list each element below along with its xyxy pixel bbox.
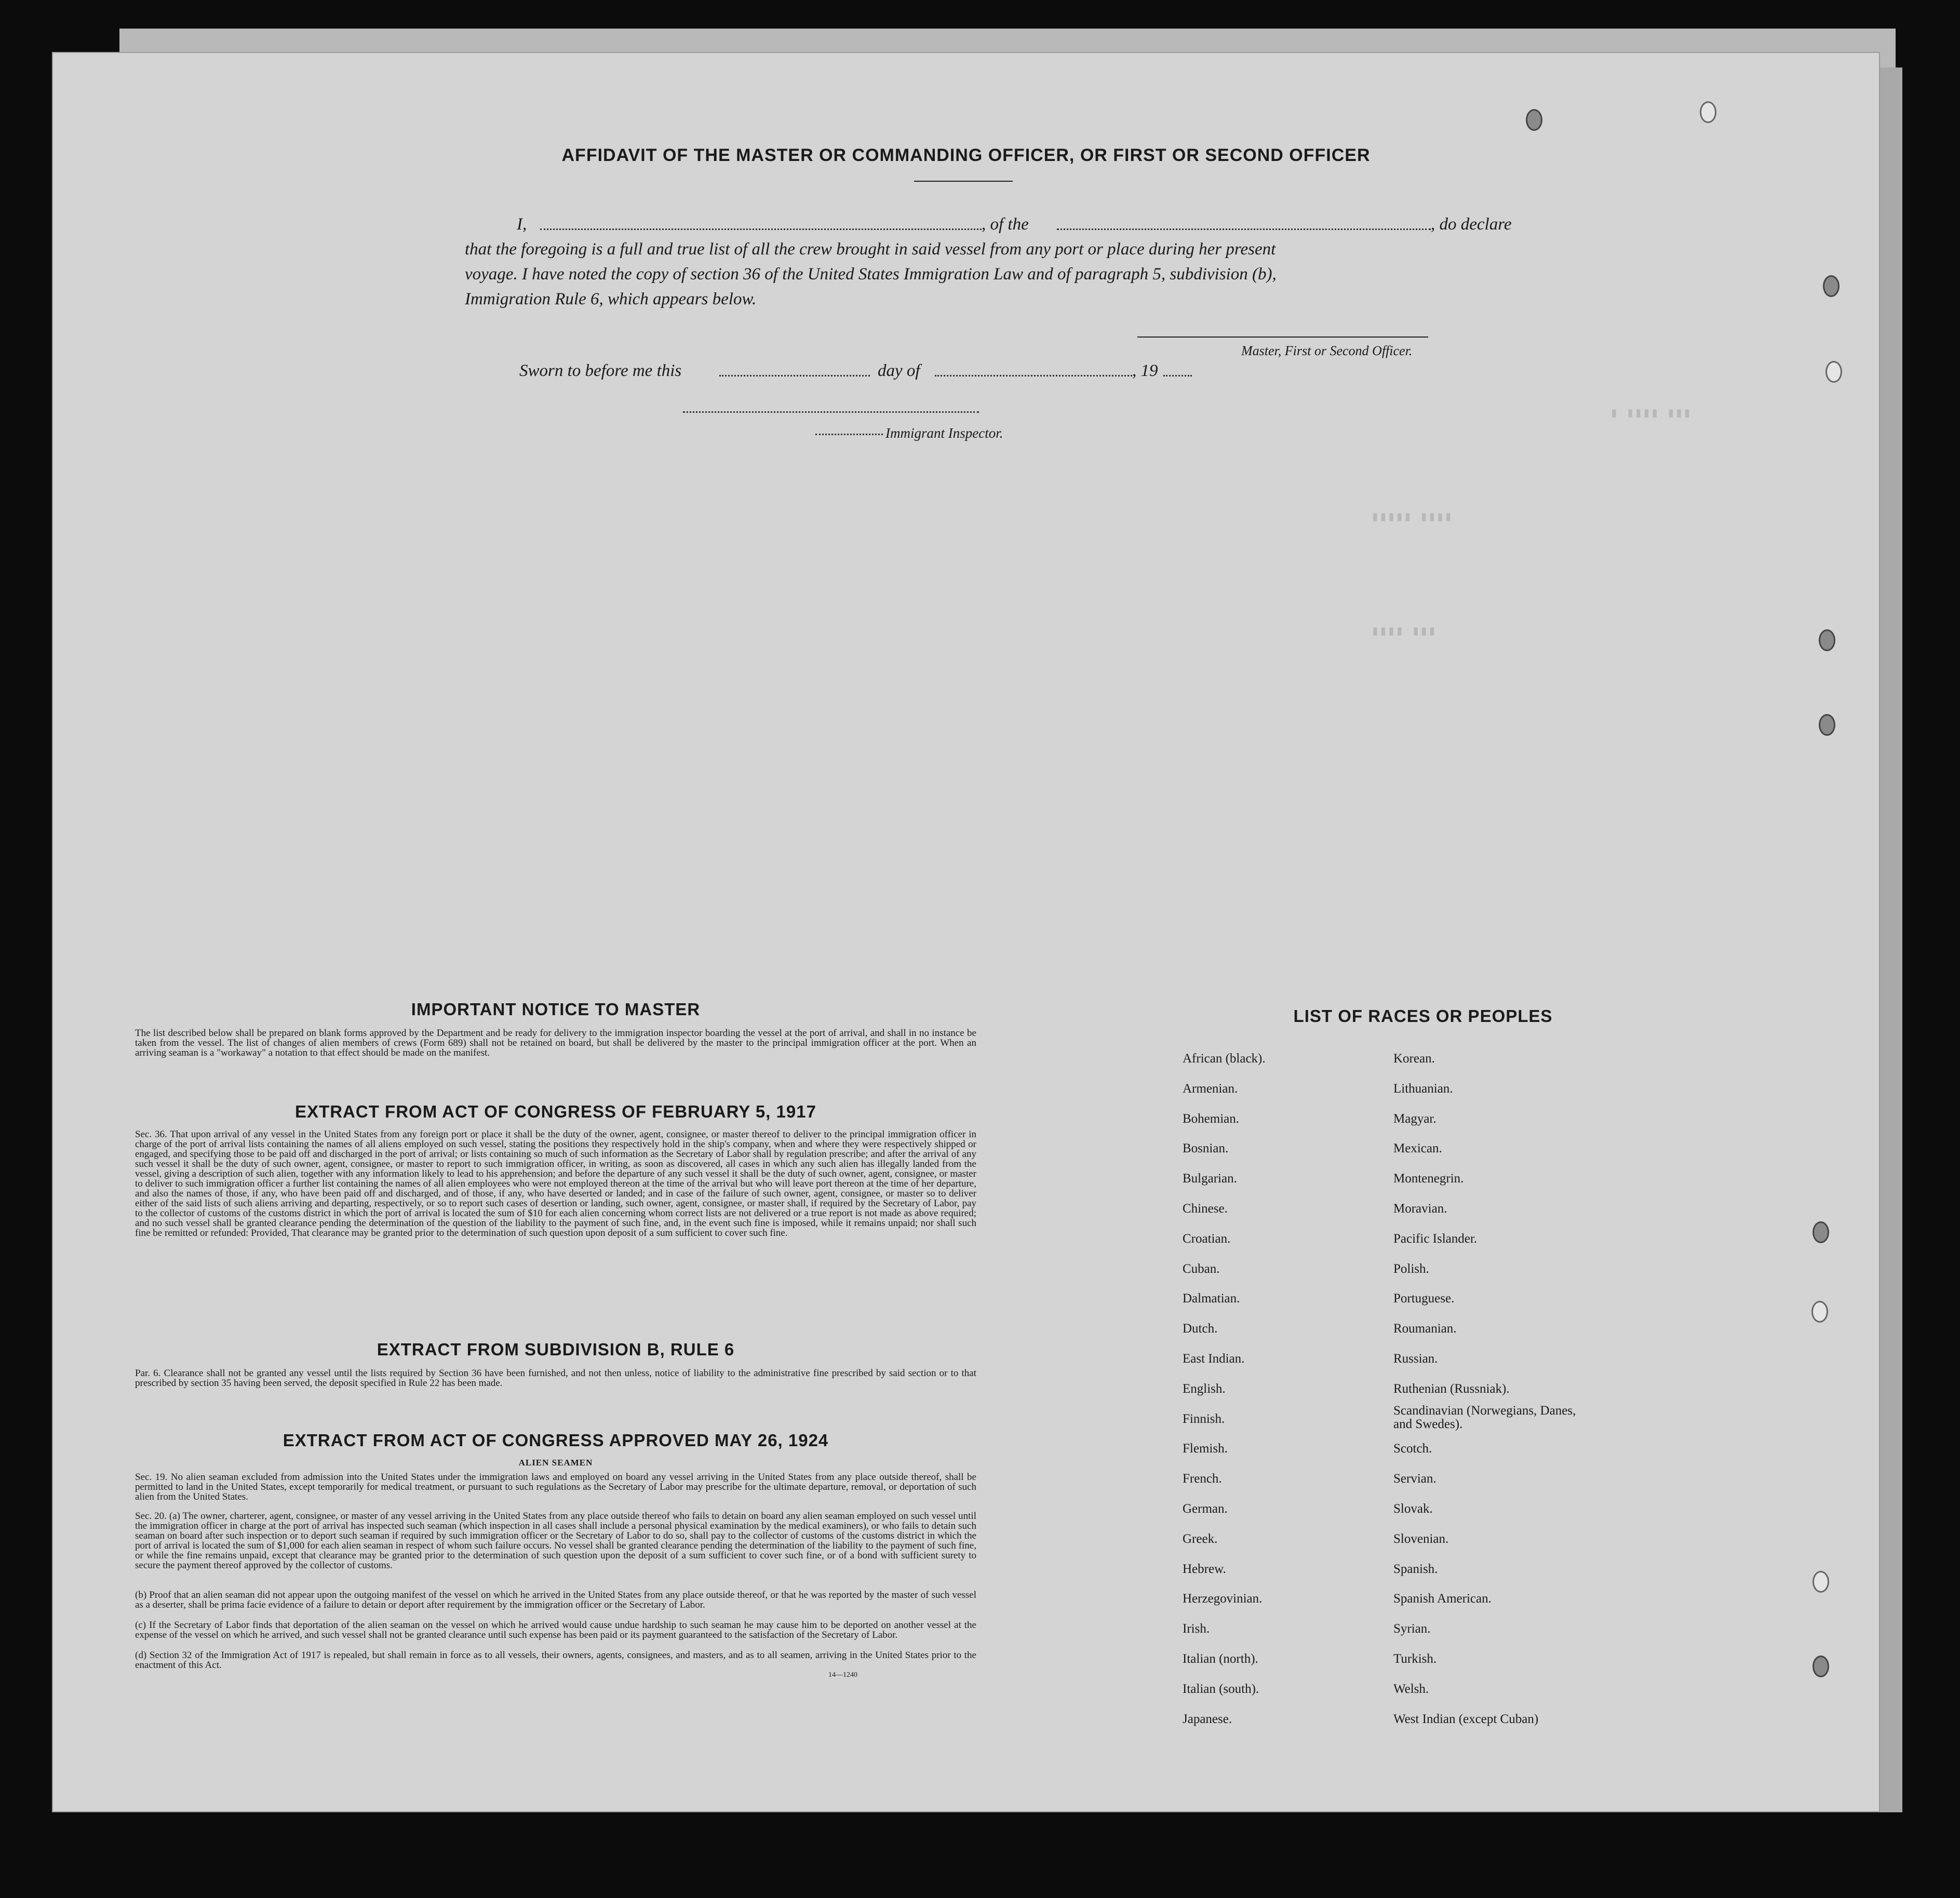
race-item: Montenegrin. (1393, 1172, 1464, 1186)
bleed-through-marks: ▮▮▮▮ ▮▮▮ (1371, 624, 1437, 639)
affidavit-of-the: , of the (982, 215, 1029, 234)
extract-1917-body: Sec. 36. That upon arrival of any vessel in the United States from any foreign port or place it shall be the duty of the owner, agent, consignee, or master thereof to deliver to the principal immigration officer in charge of the port of arrival lists containing the names of all aliens employed on such vessel, stating the positions they respectively hold in the ship's company, when and where they were respectively shipped or engaged, and specifying those to be paid off and discharged in the port of arrival; or lists containing so much of such information as the Secretary of Labor shall by regulation prescribe; and after the arrival of any such vessel it shall be the duty of such owner, agent, consignee, or master to report to such immigration officer, in writing, as soon as discovered, all cases in which any such alien has illegally landed from the vessel, giving a description of such alien, together with any information likely to lead to his apprehension; and before the departure of any such vessel it shall be the duty of such owner, agent, consignee, or master to deliver to such immigration officer a further list containing the names of all alien employees who were not employed thereon at the time of the arrival but who will leave port thereon at the time of her departure, and also the names of those, if any, who have been paid off and discharged, and of those, if any, who have deserted or landed; and in case of the failure of such owner, agent, consignee, or master so to deliver either of the said lists of such aliens arriving and departing, respectively, or so to report such cases of desertion or landing, such owner, agent, consignee, or master shall, if required by the Secretary of Labor, pay to the collector of customs of the customs district in which the port of arrival is located the sum of $10 for each alien concerning whom correct lists are not delivered or a true report is not made as above required; and no such vessel shall be granted clearance pending the determination of the question of the liability to the payment of such fine, and, in the event such fine is imposed, while it remains unpaid; nor shall such fine be remitted or refunded: Provided, That clearance may be granted prior to the determination of such question upon deposit of a sum sufficient to cover such fine. (135, 1129, 976, 1239)
year-prefix: , 19 (1132, 361, 1158, 380)
race-item: Spanish American. (1393, 1592, 1492, 1606)
race-item: Finnish. (1183, 1411, 1225, 1426)
affidavit-line-2: that the foregoing is a full and true list of all the crew brought in said vessel from any port or place during her present (465, 240, 1276, 259)
affidavit-i: I, (517, 215, 527, 234)
inspector-dots (815, 434, 883, 435)
race-item: East Indian. (1183, 1352, 1245, 1366)
punch-hole (1700, 101, 1716, 123)
race-item: Korean. (1393, 1052, 1435, 1066)
document-page (52, 52, 1880, 1812)
punch-hole (1825, 361, 1842, 383)
race-item: Russian. (1393, 1352, 1438, 1366)
affidavit-line-3: voyage. I have noted the copy of section 36 of the United States Immigration Law and of paragraph 5, subdivision (b), (465, 265, 1277, 284)
extract-1924-sec19: Sec. 19. No alien seaman excluded from admission into the United States under the immigration laws and employed on board any vessel arriving in the United States from any place outside thereof, shall be permitted to land in the United States, except temporarily for medical treatment, or pursuant to such regulations as the Secretary of Labor may prescribe for the ultimate departure, removal, or deportation of such alien from the United States. (135, 1472, 976, 1502)
race-item: Hebrew. (1183, 1562, 1226, 1576)
punch-hole (1813, 1571, 1829, 1593)
race-item: Greek. (1183, 1531, 1218, 1546)
race-item: Flemish. (1183, 1442, 1228, 1456)
master-name-field[interactable] (540, 228, 982, 230)
race-item: French. (1183, 1472, 1222, 1486)
race-item: Chinese. (1183, 1202, 1228, 1216)
form-number: 14—1240 (828, 1671, 857, 1679)
bleed-through-marks: ▮▮▮▮▮ ▮▮▮▮ (1371, 509, 1453, 525)
race-item: Slovenian. (1393, 1531, 1449, 1546)
punch-hole (1819, 714, 1835, 736)
extract-rule6-title: EXTRACT FROM SUBDIVISION B, RULE 6 (377, 1340, 735, 1359)
punch-hole (1819, 629, 1835, 651)
race-item: West Indian (except Cuban) (1393, 1712, 1539, 1726)
race-item: Japanese. (1183, 1712, 1232, 1726)
race-item: Cuban. (1183, 1261, 1220, 1276)
race-item: Spanish. (1393, 1562, 1438, 1576)
inspector-signature-line[interactable] (683, 411, 979, 413)
race-item: Slovak. (1393, 1502, 1433, 1516)
sworn-day-field[interactable] (719, 375, 870, 376)
race-item: Scandinavian (Norwegians, Danes, and Swedes). (1393, 1403, 1576, 1431)
race-item: Herzegovinian. (1183, 1592, 1263, 1606)
race-item: Magyar. (1393, 1111, 1437, 1126)
race-item: English. (1183, 1381, 1226, 1396)
master-signature-caption: Master, First or Second Officer. (1241, 343, 1413, 358)
extract-1924-sec20b: (b) Proof that an alien seaman did not appear upon the outgoing manifest of the vessel on which he arrived in the United States from any place outside thereof, or that he was reported by the master of such vessel as a deserter, shall be prima facie evidence of a failure to detain or deport after requirement by the immigration officer or the Secretary of Labor. (135, 1590, 976, 1610)
race-item: Servian. (1393, 1472, 1437, 1486)
punch-hole (1813, 1655, 1829, 1677)
races-title: LIST OF RACES OR PEOPLES (1293, 1006, 1553, 1026)
race-item: Turkish. (1393, 1652, 1437, 1666)
extract-1924-subtitle: ALIEN SEAMEN (518, 1458, 593, 1468)
race-item: Welsh. (1393, 1681, 1429, 1696)
race-item: Scotch. (1393, 1442, 1432, 1456)
race-item: Ruthenian (Russniak). (1393, 1381, 1510, 1396)
inspector-caption: Immigrant Inspector. (885, 425, 1003, 441)
notice-body: The list described below shall be prepared on blank forms approved by the Department and be ready for delivery to the immigration inspector boarding the vessel at the port of arrival, and shall in no instance be taken from the vessel. The list of changes of alien members of crews (Form 689) shall not be retained on board, but shall be delivered by the master to the principal immigration officer at the port. When an arriving seaman is a "workaway" a notation to that effect should be made on the manifest. (135, 1028, 976, 1058)
extract-1924-sec20c: (c) If the Secretary of Labor finds that deportation of the alien seaman on the vessel on which he arrived would cause undue hardship to such seaman he may cause him to be deported on another vessel at the expense of the vessel on which he arrived, and such vessel shall not be granted clearance until such expense has been paid or its payment guaranteed to the satisfaction of the Secretary of Labor. (135, 1620, 976, 1640)
race-item: Bosnian. (1183, 1141, 1229, 1156)
affidavit-title: AFFIDAVIT OF THE MASTER OR COMMANDING OFFICER, OR FIRST OR SECOND OFFICER (561, 145, 1371, 165)
extract-1924-title: EXTRACT FROM ACT OF CONGRESS APPROVED MAY 26, 1924 (283, 1431, 829, 1450)
race-item: Portuguese. (1393, 1291, 1455, 1306)
race-item: Mexican. (1393, 1141, 1442, 1156)
race-item: Moravian. (1393, 1202, 1447, 1216)
race-item: Italian (south). (1183, 1681, 1259, 1696)
race-item: German. (1183, 1502, 1228, 1516)
race-item: Roumanian. (1393, 1322, 1457, 1336)
extract-1924-sec20a: Sec. 20. (a) The owner, charterer, agent, consignee, or master of any vessel arriving in the United States from any place outside thereof who fails to detain on board any alien seaman employed on such vessel until the immigration officer in charge at the port of arrival has inspected such seaman (which inspection in all cases shall include a personal physical examination by the medical examiners), or who fails to detain such seaman on board after such inspection or to deport such seaman if required by such immigration officer or the Secretary of Labor to do so, shall pay to the collector of customs of the customs district in which the port of arrival is located the sum of $1,000 for each alien seaman in respect of whom such failure occurs. No vessel shall be granted clearance pending the determination of the liability to the payment of such fine, or while the fine remains unpaid, except that clearance may be granted prior to the determination of such question upon the deposit of a sum sufficient to cover such fine, or of a bond with sufficient surety to secure the payment thereof approved by the collector of customs. (135, 1511, 976, 1571)
race-item: Dutch. (1183, 1322, 1218, 1336)
race-item: Syrian. (1393, 1622, 1431, 1636)
affidavit-line-4: Immigration Rule 6, which appears below. (465, 290, 757, 308)
sworn-text: Sworn to before me this (519, 361, 682, 380)
day-of-text: day of (878, 361, 920, 380)
race-item: Lithuanian. (1393, 1081, 1453, 1096)
sworn-year-field[interactable] (1163, 375, 1192, 376)
race-item: Armenian. (1183, 1081, 1238, 1096)
race-item: Croatian. (1183, 1231, 1231, 1246)
race-item: Pacific Islander. (1393, 1231, 1478, 1246)
title-underline (914, 181, 1013, 182)
extract-1917-title: EXTRACT FROM ACT OF CONGRESS OF FEBRUARY 5, 1917 (295, 1102, 816, 1121)
bleed-through-marks: ▮ ▮▮▮▮ ▮▮▮ (1610, 406, 1691, 421)
race-item: Polish. (1393, 1261, 1429, 1276)
punch-hole (1823, 275, 1840, 297)
affidavit-declare: , do declare (1431, 215, 1512, 234)
extract-rule6-body: Par. 6. Clearance shall not be granted any vessel until the lists required by Section 36 have been furnished, and not then unless, notice of liability to the administrative fine prescribed by said section or to that prescribed by section 35 having been served, the deposit specified in Rule 22 has been made. (135, 1368, 976, 1389)
race-item: African (black). (1183, 1052, 1266, 1066)
master-signature-line[interactable] (1137, 336, 1428, 338)
sworn-month-field[interactable] (935, 375, 1132, 376)
notice-title: IMPORTANT NOTICE TO MASTER (411, 1000, 701, 1019)
punch-hole (1811, 1301, 1828, 1323)
extract-1924-sec20d: (d) Section 32 of the Immigration Act of 1917 is repealed, but shall remain in force as to all vessels, their owners, agents, consignees, and masters, and as to all seamen, arriving in the United States prior to the enactment of this Act. (135, 1650, 976, 1671)
race-item: Bohemian. (1183, 1111, 1240, 1126)
punch-hole (1813, 1221, 1829, 1243)
race-item: Bulgarian. (1183, 1172, 1237, 1186)
punch-hole (1526, 109, 1542, 131)
race-item: Italian (north). (1183, 1652, 1258, 1666)
vessel-name-field[interactable] (1057, 228, 1431, 230)
race-item: Dalmatian. (1183, 1291, 1240, 1306)
race-item: Irish. (1183, 1622, 1210, 1636)
